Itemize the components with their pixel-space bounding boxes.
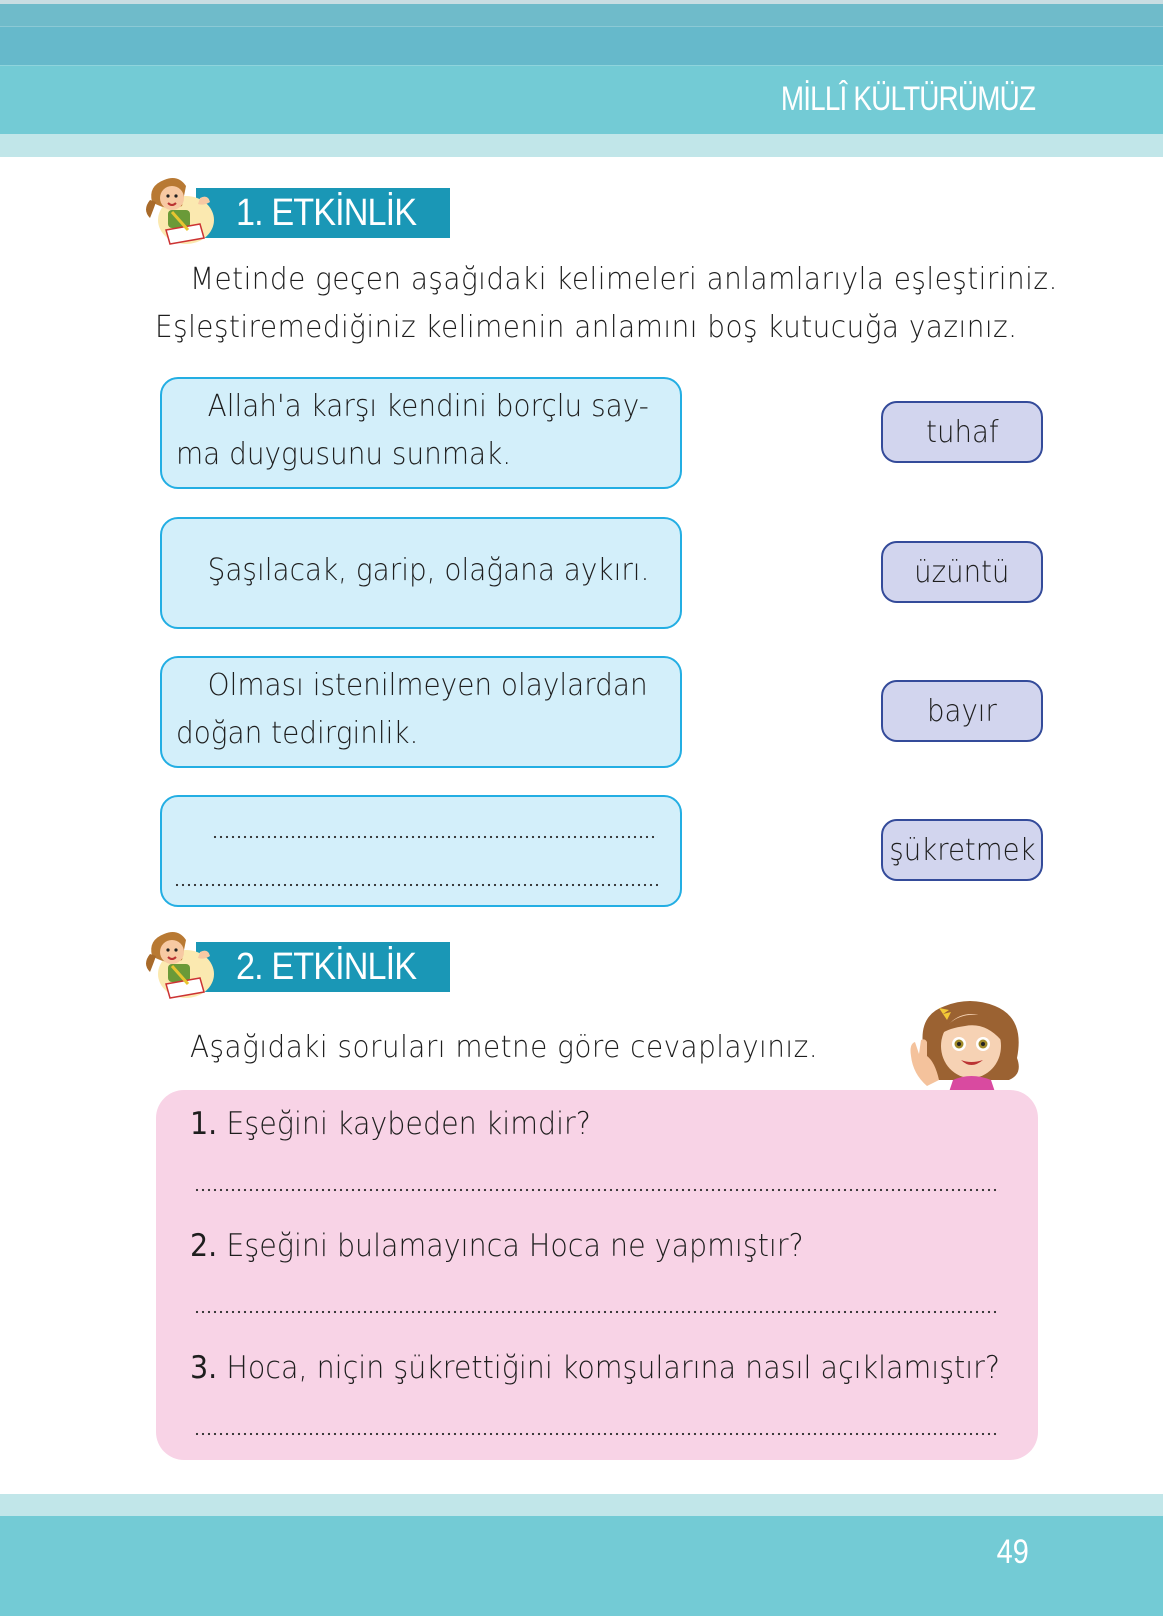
page-number: 49 [996,1533,1029,1571]
answer-dotted-line[interactable] [194,1310,1000,1314]
question-3 [190,1350,1000,1386]
header-light-band [0,134,1163,157]
question-number: 3. [190,1350,218,1386]
definition-text: Allah'a karşı kendini borçlu say- [207,389,649,424]
word-box-bayir[interactable] [881,680,1043,742]
header-band [0,26,1163,65]
definition-box-3[interactable] [160,656,682,768]
girl-writing-icon [142,172,218,248]
questions-panel [156,1090,1038,1460]
footer-light-band [0,1494,1163,1516]
answer-dotted-line[interactable] [212,835,658,839]
answer-dotted-line[interactable] [194,1188,1000,1192]
activity-1-label: 1. ETKİNLİK [236,192,417,234]
question-number: 2. [190,1228,218,1264]
activity-2-label: 2. ETKİNLİK [236,946,417,988]
word-text: üzüntü [914,554,1010,590]
activity-1-instruction-line-1: Metinde geçen aşağıdaki kelimeleri anlamlarıyla eşleştiriniz. [190,262,1058,297]
definition-text: Olması istenilmeyen olaylardan [207,668,648,703]
answer-dotted-line[interactable] [174,883,658,887]
question-text: Hoca, niçin şükrettiğini komşularına nasıl açıklamıştır? [226,1350,1001,1386]
activity-1-instruction-line-2: Eşleştiremediğiniz kelimenin anlamını boş kutucuğa yazınız. [155,310,1018,345]
activity-2-instruction: Aşağıdaki soruları metne göre cevaplayınız. [190,1030,819,1065]
definition-box-blank[interactable] [160,795,682,907]
definition-text: doğan tedirginlik. [176,716,419,751]
question-text: Eşeğini kaybeden kimdir? [226,1106,591,1142]
activity-2-heading [142,926,452,990]
footer-band [0,1516,1163,1616]
word-box-uzuntu[interactable] [881,541,1043,603]
word-text: tuhaf [925,414,999,450]
unit-title: MİLLÎ KÜLTÜRÜMÜZ [780,80,1035,118]
definition-text: ma duygusunu sunmak. [176,437,512,472]
definition-box-1[interactable] [160,377,682,489]
word-text: bayır [927,693,997,729]
definition-text: Şaşılacak, garip, olağana aykırı. [207,553,650,588]
girl-writing-icon [142,926,218,1002]
activity-1-heading [142,172,452,236]
header-band [0,4,1163,26]
word-text: şükretmek [888,832,1036,868]
word-box-tuhaf[interactable] [881,401,1043,463]
definition-box-2[interactable] [160,517,682,629]
word-box-sukretmek[interactable] [881,819,1043,881]
question-text: Eşeğini bulamayınca Hoca ne yapmıştır? [226,1228,804,1264]
waving-girl-icon [905,996,1035,1092]
question-number: 1. [190,1106,218,1142]
question-1 [190,1106,591,1142]
question-2 [190,1228,804,1264]
answer-dotted-line[interactable] [194,1432,1000,1436]
